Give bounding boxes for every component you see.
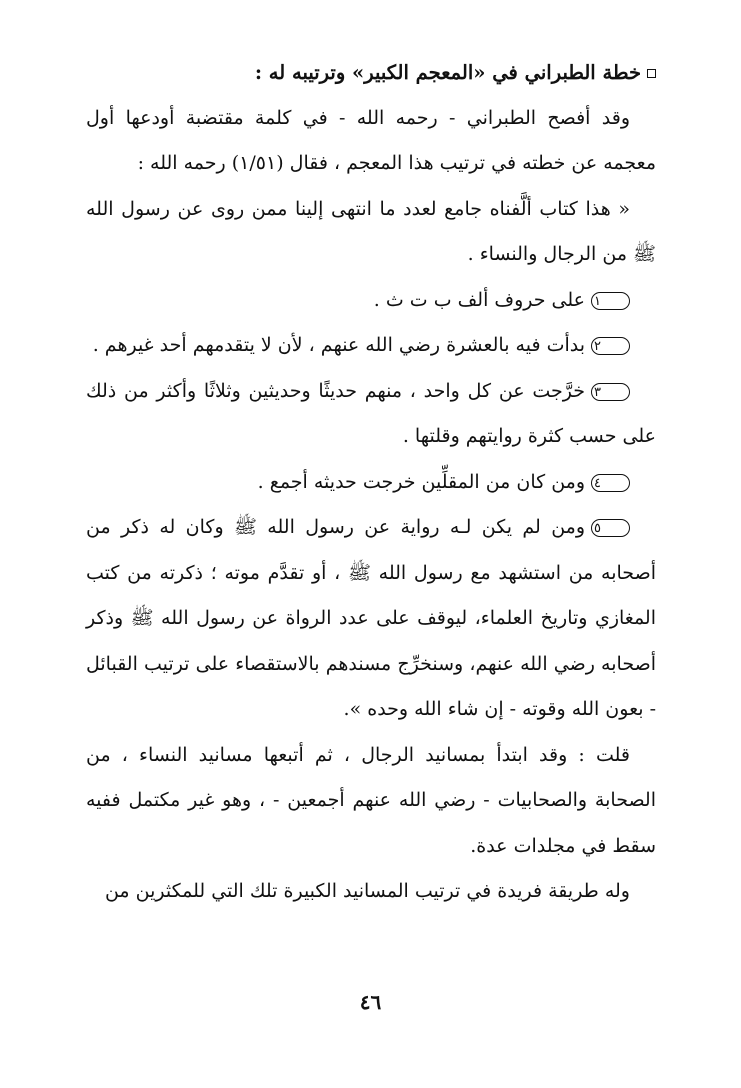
section-heading-text: خطة الطبراني في «المعجم الكبير» وترتيبه له : [254, 61, 641, 84]
list-item-text: على حروف ألف ب ت ث . [373, 288, 586, 311]
commentary-paragraph: قلت : وقد ابتدأ بمسانيد الرجال ، ثم أتبعها مسانيد النساء ، من الصحابة والصحابيات - رضي الله عنهم أجمعين - ، وهو غير مكتمل ففيه سقط في مجلدات عدة. [86, 743, 656, 857]
list-item-3 [86, 369, 656, 460]
list-item-4 [86, 460, 656, 506]
item-number-badge: ٤ [591, 474, 630, 492]
page-number: ٤٦ [359, 990, 382, 1014]
intro-paragraph: وقد أفصح الطبراني - رحمه الله - في كلمة مقتضبة أودعها أول معجمه عن خطته في ترتيب هذا المعجم ، فقال (١/٥١) رحمه الله : [86, 106, 656, 174]
item-number-badge: ١ [591, 292, 630, 310]
page-body [86, 50, 656, 915]
list-item-5 [86, 505, 656, 733]
quote-paragraph: « هذا كتاب ألَّفناه جامع لعدد ما انتهى إلينا ممن روى عن رسول الله ﷺ من الرجال والنساء . [86, 197, 656, 265]
square-bullet-icon [647, 69, 656, 78]
list-item-text: ومن كان من المقلِّين خرجت حديثه أجمع . [257, 470, 586, 493]
list-item-2 [86, 323, 656, 369]
list-item-text: خرَّجت عن كل واحد ، منهم حديثًا وحديثين وثلاثًا وأكثر من ذلك على حسب كثرة روايتهم وقلتها . [86, 379, 656, 447]
item-number-badge: ٢ [591, 337, 630, 355]
list-item-text: ومن لم يكن لـه رواية عن رسول الله ﷺ وكان له ذكر من أصحابه من استشهد مع رسول الله ﷺ ، أو تقدَّم موته ؛ ذكرته من كتب المغازي وتاريخ العلماء، ليوقف على عدد الرواة عن رسول الله ﷺ وذكر أصحابه رضي الله عنهم، وسنخرِّج مسندهم بالاستقصاء على ترتيب القبائل - بعون الله وقوته - إن شاء الله وحده ». [86, 516, 656, 720]
list-item-text: بدأت فيه بالعشرة رضي الله عنهم ، لأن لا يتقدمهم أحد غيرهم . [92, 334, 586, 356]
item-number-badge: ٥ [591, 519, 630, 537]
closing-paragraph: وله طريقة فريدة في ترتيب المسانيد الكبيرة تلك التي للمكثرين من [104, 880, 630, 902]
item-number-badge: ٣ [591, 383, 630, 401]
section-heading [86, 50, 656, 96]
list-item-1 [86, 278, 656, 324]
